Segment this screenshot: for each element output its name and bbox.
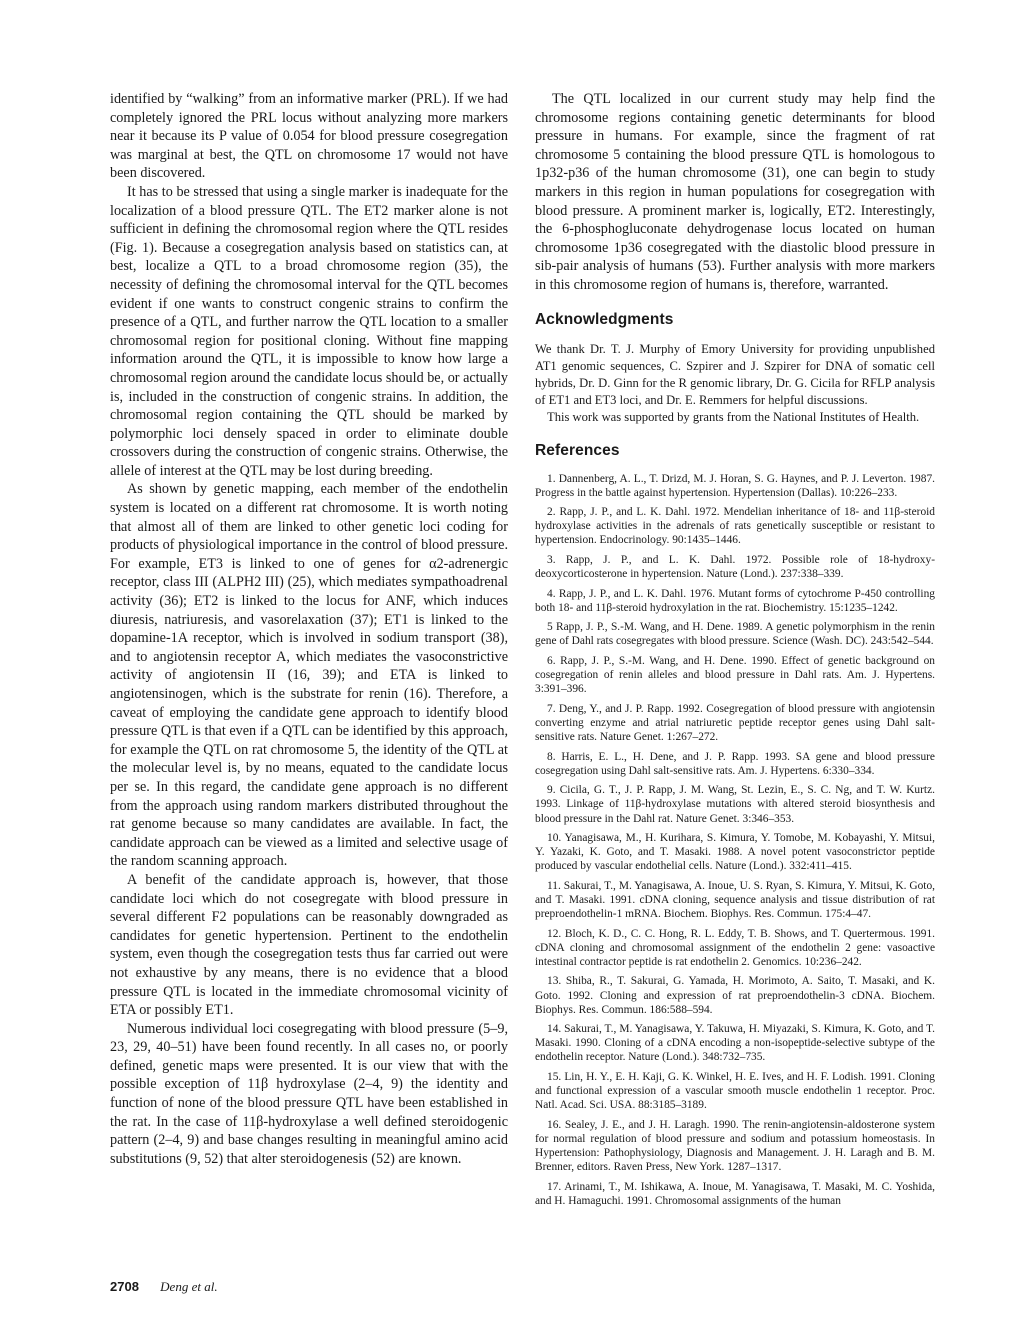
page-footer (110, 1279, 218, 1295)
reference-item: 6. Rapp, J. P., S.-M. Wang, and H. Dene. 1990. Effect of genetic background on cosegregation of renin alleles and blood pressure in Dahl rats. Am. J. Hypertens. 3:391–396. (535, 655, 935, 696)
reference-item: 10. Yanagisawa, M., H. Kurihara, S. Kimura, Y. Tomobe, M. Kobayashi, Y. Mitsui, Y. Yazaki, K. Goto, and T. Masaki. 1988. A novel potent vasoconstrictor peptide produced by vascular endothelial cells. Nature (Lond.). 332:411–415. (535, 832, 935, 873)
reference-item: 7. Deng, Y., and J. P. Rapp. 1992. Cosegregation of blood pressure with angiotensin converting enzyme and atrial natriuretic peptide receptor genes using Dahl salt-sensitive rats. Nature Genet. 1:267–272. (535, 702, 935, 744)
page-number: 2708 (110, 1279, 139, 1294)
reference-item: 1. Dannenberg, A. L., T. Drizd, M. J. Horan, S. G. Haynes, and P. J. Leverton. 1987. Progress in the battle against hypertension. Hypertension (Dallas). 10:226–233. (535, 472, 935, 499)
reference-item: 8. Harris, E. L., H. Dene, and J. P. Rapp. 1993. SA gene and blood pressure cosegregation using Dahl salt-sensitive rats. Am. J. Hypertens. 6:330–334. (535, 750, 935, 777)
reference-item: 17. Arinami, T., M. Ishikawa, A. Inoue, M. Yanagisawa, T. Masaki, M. C. Yoshida, and H. Hamaguchi. 1991. Chromosomal assignments of the human (535, 1180, 935, 1207)
reference-item: 3. Rapp, J. P., and L. K. Dahl. 1972. Possible role of 18-hydroxy-deoxycorticosterone in hypertension. Nature (Lond.). 237:338–339. (535, 554, 935, 581)
references-heading: References (535, 441, 620, 459)
reference-item: 11. Sakurai, T., M. Yanagisawa, A. Inoue, U. S. Ryan, S. Kimura, Y. Mitsui, K. Goto, and T. Masaki. 1991. cDNA cloning, sequence analysis and tissue distribution of rat preproendothelin-1 mRNA. Biochem. Biophys. Res. Commun. 175:4–47. (535, 879, 935, 921)
acknowledgments-paragraph: This work was supported by grants from the National Institutes of Health. (547, 409, 920, 424)
reference-item: 16. Sealey, J. E., and J. H. Laragh. 1990. The renin-angiotensin-aldosterone system for normal regulation of blood pressure and sodium and potassium homeostasis. In Hypertension: Pathophysiology, Diagnosis and Management. J. H. Laragh and B. M. Brenner, editors. Raven Press, New York. 1287–1317. (535, 1118, 935, 1174)
right-column (535, 90, 935, 1213)
reference-item: 5 Rapp, J. P., S.-M. Wang, and H. Dene. 1989. A genetic polymorphism in the renin gene of Dahl rats cosegregates with blood pressure. Science (Wash. DC). 243:542–544. (535, 621, 935, 648)
reference-item: 9. Cicila, G. T., J. P. Rapp, J. M. Wang, St. Lezin, E., S. C. Ng, and T. W. Kurtz. 1993. Linkage of 11β-hydroxylase mutations with altered steroid biosynthesis and blood pressure in the Dahl rat. Nature Genet. 3:346–353. (535, 784, 935, 825)
reference-item: 14. Sakurai, T., M. Yanagisawa, Y. Takuwa, H. Miyazaki, S. Kimura, K. Goto, and T. Masaki. 1990. Cloning of a cDNA encoding a non-isopeptide-selective subtype of the endothelin receptor. Nature (Lond.). 348:732–735. (535, 1023, 935, 1064)
reference-item: 4. Rapp, J. P., and L. K. Dahl. 1976. Mutant forms of cytochrome P-450 controlling both 18- and 11β-steroid hydroxylation in the rat. Biochemistry. 15:1235–1242. (535, 587, 935, 614)
body-paragraph: A benefit of the candidate approach is, however, that those candidate loci which do not cosegregate with blood pressure in several different F2 populations can be reasonably downgraded as candidates for genetic hypertension. Pertinent to the endothelin system, even though the cosegregation tests thus far carried out were not exhaustive by any means, there is no evidence that a blood pressure QTL is located in the immediate chromosomal vicinity of ETA or possibly ET1. (110, 871, 508, 1019)
body-paragraph: It has to be stressed that using a single marker is inadequate for the localization of a blood pressure QTL. The ET2 marker alone is not sufficient in defining the chromosomal region where the QTL resides (Fig. 1). Because a cosegregation analysis based on statistics can, at best, localize a QTL to a broad chromosome region (35), the necessity of defining the chromosomal interval for the QTL becomes evident if one wants to construct congenic strains to confirm the presence of a QTL, and further narrow the QTL location to a smaller chromosomal region for positional cloning. Without fine mapping information around the QTL, it is impossible to know how large a chromosomal region around the candidate locus should be, or actually is, included in the construction of congenic strains. In addition, the chromosomal region containing the QTL should be marked by polymorphic loci densely spaced in order to eliminate double crossovers during the construction of congenic strains. Otherwise, the allele of interest at the QTL may be lost during breeding. (110, 183, 508, 479)
body-paragraph: As shown by genetic mapping, each member of the endothelin system is located on a different rat chromosome. It is worth noting that almost all of them are linked to other genetic loci coding for products of physiological importance in the control of blood pressure. For example, ET3 is linked to one of genes for α2-adrenergic receptor, class III (ALPH2 III) (25), which mediates sympathoadrenal activity (36); ET2 is linked to the locus for ANF, which induces diuresis, natriuresis, and vasorelaxation (37); ET1 is linked to the dopamine-1A receptor, which is involved in sodium transport (38), and to angiotensin receptor A, which mediates the vasoconstrictive activity of angiotensin II (16, 39); and ETA is linked to angiotensinogen, which is the substrate for renin (16). Therefore, a caveat of employing the candidate gene approach to identify blood pressure QTL is that even if a QTL can be identified by this approach, for example the QTL on rat chromosome 5, the identity of the QTL at the molecular level is, by no means, equated to the candidate locus per se. In this regard, the candidate gene approach is no different from the approach using random markers distributed throughout the rat genome because so many candidates are available. In fact, the candidate approach can be viewed as a limited and selective usage of the random scanning approach. (110, 481, 508, 870)
reference-item: 2. Rapp, J. P., and L. K. Dahl. 1972. Mendelian inheritance of 18- and 11β-steroid hydroxylase activities in the adrenals of rats genetically susceptible or resistant to hypertension. Endocrinology. 90:1435–1446. (535, 506, 935, 547)
acknowledgments-heading: Acknowledgments (535, 310, 674, 328)
reference-item: 13. Shiba, R., T. Sakurai, G. Yamada, H. Morimoto, A. Saito, T. Masaki, and K. Goto. 1992. Cloning and expression of rat preproendothelin-3 cDNA. Biochem. Biophys. Res. Commun. 186:588–594. (535, 975, 935, 1016)
body-paragraph: Numerous individual loci cosegregating with blood pressure (5–9, 23, 29, 40–51) have been found recently. In all cases no, or poorly defined, genetic maps were presented. It is our view that with the possible exception of 11β hydroxylase (2–4, 9) the identity and function of none of the blood pressure QTL have been established in the rat. In the case of 11β-hydroxylase a well defined steroidogenic pattern (2–4, 9) and base changes resulting in meaningful amino acid substitutions (9, 52) that alter steroidogenesis (52) are known. (110, 1020, 508, 1167)
left-column (110, 90, 508, 1168)
reference-item: 15. Lin, H. Y., E. H. Kaji, G. K. Winkel, H. E. Ives, and H. F. Lodish. 1991. Cloning and functional expression of a vascular smooth muscle endothelin 1 receptor. Proc. Natl. Acad. Sci. USA. 88:3185–3189. (535, 1071, 935, 1112)
running-author: Deng et al. (160, 1279, 218, 1294)
reference-item: 12. Bloch, K. D., C. C. Hong, R. L. Eddy, T. B. Shows, and T. Quertermous. 1991. cDNA cloning and chromosomal assignment of the endothelin 2 gene: vasoactive intestinal contractor peptide is rat endothelin 2. Genomics. 10:236–242. (535, 927, 935, 968)
body-paragraph: The QTL localized in our current study may help find the chromosome regions containing genetic determinants for blood pressure in humans. For example, since the fragment of rat chromosome 5 containing the blood pressure QTL is homologous to 1p32-p36 of the human chromosome (31), one can begin to study markers in this region in human populations for cosegregation with blood pressure. A prominent marker is, logically, ET2. Interestingly, the 6-phosphogluconate dehydrogenase locus located on human chromosome 1p36 cosegregated with the diastolic blood pressure in sib-pair analysis of humans (53). Further analysis with more markers in this chromosome region of humans is, therefore, warranted. (535, 91, 935, 293)
body-paragraph: identified by “walking” from an informative marker (PRL). If we had completely ignored the PRL locus without analyzing more markers near it because its P value of 0.054 for blood pressure cosegregation was marginal at best, the QTL on chromosome 17 would not have been discovered. (110, 91, 508, 182)
acknowledgments-paragraph: We thank Dr. T. J. Murphy of Emory University for providing unpublished AT1 genomic sequences, C. Szpirer and J. Szpirer for DNA of somatic cell hybrids, Dr. D. Ginn for the R genomic library, Dr. G. Cicila for RFLP analysis of ET1 and ET3 loci, and Dr. E. Remmers for helpful discussions. (535, 341, 935, 407)
reference-list (535, 472, 935, 1208)
